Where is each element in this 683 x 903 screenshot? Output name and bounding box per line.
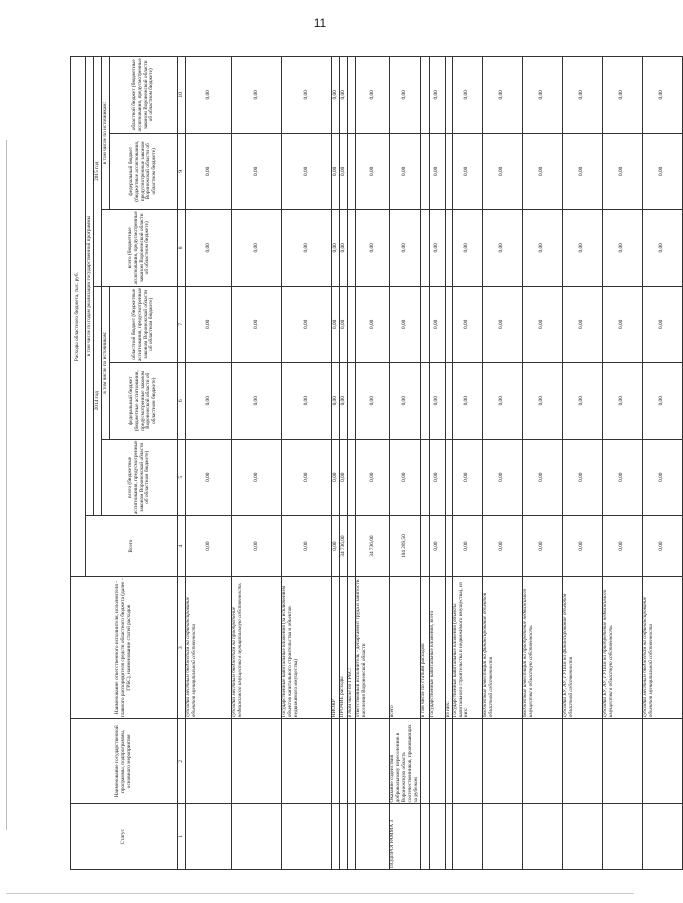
header-2015-all-funds: всего (бюджетные ассигнования, предусмотренные законом Воронежской области об областном бюджете) [102,210,178,286]
amount-cell: 0,00 [186,210,232,286]
amount-cell [420,133,429,209]
amount-cell: 0,00 [482,516,522,577]
amount-cell: 0,00 [602,439,642,515]
amount-cell: 0,00 [429,363,445,439]
amount-cell: 0,00 [282,133,332,209]
amount-cell: 0,00 [429,516,445,577]
amount-cell: 0,00 [482,210,522,286]
amount-cell [348,286,356,362]
amount-cell [445,210,452,286]
amount-cell: 0,00 [429,210,445,286]
amount-cell: 0,00 [452,57,482,134]
item-cell: в том числе по ГРБС: [348,577,356,719]
amount-cell: 0,00 [282,210,332,286]
amount-cell: 0,00 [186,286,232,362]
budget-table [70,56,683,870]
amount-cell: 0,00 [340,439,348,515]
amount-cell [420,57,429,134]
amount-cell: 34 736,00 [340,516,348,577]
amount-cell: 0,00 [452,133,482,209]
program-cell [232,719,282,804]
header-year-2015: 2015 год [94,57,102,287]
amount-cell: 0,00 [482,363,522,439]
amount-cell: 0,00 [562,286,602,362]
amount-cell: 0,00 [452,439,482,515]
amount-cell: 0,00 [340,57,348,134]
amount-cell: 0,00 [562,516,602,577]
amount-cell: 0,00 [356,439,390,515]
amount-cell: 0,00 [642,210,682,286]
amount-cell: 0,00 [522,439,562,515]
amount-cell: 0,00 [602,210,642,286]
amount-cell: 0,00 [452,286,482,362]
table-row [420,57,429,870]
amount-cell: 0,00 [332,516,340,577]
program-cell [482,719,522,804]
amount-cell: 0,00 [602,57,642,134]
amount-cell: 0,00 [642,363,682,439]
amount-cell [420,286,429,362]
status-cell: ПОДПРОГРАММА 3 [390,804,421,870]
item-cell: субсидии БУ, АУ, ГУПам на приобретение недвижимого имущества в областную собственность [602,577,642,719]
amount-cell: 0,00 [186,363,232,439]
program-cell [420,719,429,804]
amount-cell: 0,00 [562,57,602,134]
table-row [429,57,445,870]
amount-cell: 0,00 [282,57,332,134]
status-cell [429,804,445,870]
item-cell: ответственный исполнитель - департамент труда и занятости населения Воронежской области [356,577,390,719]
amount-cell: 0,00 [232,439,282,515]
program-cell [332,719,340,804]
column-number: 6 [178,363,186,439]
amount-cell: 0,00 [390,439,421,515]
column-number: 10 [178,57,186,134]
table-row [452,57,482,870]
header-2014-all-funds: всего (бюджетные ассигнования, предусмотренные законом Воронежской области об областном бюджете) [102,439,178,515]
amount-cell: 0,00 [482,57,522,134]
amount-cell [348,133,356,209]
rotated-budget-table [70,56,665,870]
program-cell [282,719,332,804]
amount-cell: 0,00 [332,286,340,362]
item-cell: субсидии местным бюджетам на приобретение недвижимого имущества в муниципальную собственность [232,577,282,719]
table-row [642,57,682,870]
amount-cell: 0,00 [356,286,390,362]
column-number: 2 [178,719,186,804]
program-cell [642,719,682,804]
amount-cell: 0,00 [282,516,332,577]
status-cell [348,804,356,870]
status-cell [522,804,562,870]
column-number: 1 [178,804,186,870]
column-number: 8 [178,210,186,286]
amount-cell [420,439,429,515]
status-cell [445,804,452,870]
amount-cell: 0,00 [642,133,682,209]
amount-cell: 0,00 [390,286,421,362]
header-2014-by-sources: в том числе по источникам: [102,286,110,439]
amount-cell: 0,00 [332,439,340,515]
item-cell: ПРОЧИЕ расходы [340,577,348,719]
table-row [340,57,348,870]
column-number: 5 [178,439,186,515]
status-cell [420,804,429,870]
amount-cell: 0,00 [642,439,682,515]
item-cell: в том числе по статьям расходов: [420,577,429,719]
amount-cell: 0,00 [356,57,390,134]
table-row [562,57,602,870]
item-cell: из них: [445,577,452,719]
status-cell [642,804,682,870]
amount-cell: 0,00 [452,516,482,577]
status-cell [332,804,340,870]
item-cell: бюджетные инвестиции на приобретение недвижимого имущества в областную собственность [522,577,562,719]
amount-cell: 0,00 [522,133,562,209]
amount-cell: 0,00 [232,516,282,577]
table-row [445,57,452,870]
program-cell [522,719,562,804]
scan-bottom-edge [6,893,634,894]
item-cell: субсидии местным бюджетам на софинансирование объектов муниципальной собственности [186,577,232,719]
header-status: Статус [71,804,178,870]
amount-cell: 0,00 [482,286,522,362]
column-number: 7 [178,286,186,362]
amount-cell [445,363,452,439]
header-2014-federal: федеральный бюджет (бюджетные ассигнования, предусмотренные законом Воронежской области об областном бюджете) [110,363,178,439]
program-cell [340,719,348,804]
amount-cell: 0,00 [429,286,445,362]
amount-cell: 0,00 [232,286,282,362]
amount-cell: 34 736,00 [356,516,390,577]
amount-cell [420,210,429,286]
header-by-years: в том числе по годам реализации государственной программы [86,57,94,516]
amount-cell: 0,00 [522,210,562,286]
status-cell [356,804,390,870]
amount-cell: 0,00 [642,516,682,577]
amount-cell: 0,00 [642,57,682,134]
amount-cell: 0,00 [602,363,642,439]
amount-cell: 0,00 [390,133,421,209]
column-number: 9 [178,133,186,209]
amount-cell [348,210,356,286]
amount-cell: 0,00 [356,133,390,209]
table-row [232,57,282,870]
amount-cell: 0,00 [482,439,522,515]
amount-cell: 0,00 [452,210,482,286]
amount-cell: 0,00 [562,363,602,439]
header-executor: Наименование ответственного исполнителя, исполнителя - главного распорядителя средств областного бюджета (далее - ГРБС), наименование статей расходов [71,577,178,719]
program-cell [445,719,452,804]
amount-cell: 0,00 [282,286,332,362]
status-cell [482,804,522,870]
amount-cell [445,133,452,209]
header-2015-by-sources: в том числе по источникам: [102,57,110,210]
amount-cell: 0,00 [452,363,482,439]
amount-cell: 104 289,50 [390,516,421,577]
header-2015-federal: федеральный бюджет (бюджетные ассигнования, предусмотренные законом Воронежской области об областном бюджете) [110,133,178,209]
amount-cell [420,363,429,439]
header-2015-regional: областной бюджет (бюджетные ассигнования, предусмотренные законом Воронежской области об областном бюджете) [110,57,178,134]
column-number: 3 [178,577,186,719]
table-row [356,57,390,870]
item-cell: субсидии БУ, АУ, ГУПам на финансирование объектов областной собственности [562,577,602,719]
amount-cell: 0,00 [429,57,445,134]
page-number: 11 [313,16,327,30]
header-total: Всего [86,516,178,577]
amount-cell: 0,00 [602,133,642,209]
item-cell: субсидии местным бюджетам на софинансирование объектов муниципальной собственности [642,577,682,719]
amount-cell: 0,00 [562,133,602,209]
table-row [332,57,340,870]
amount-cell: 0,00 [186,439,232,515]
amount-cell: 0,00 [356,210,390,286]
status-cell [452,804,482,870]
status-cell [602,804,642,870]
program-cell [348,719,356,804]
program-cell [452,719,482,804]
amount-cell: 0,00 [602,286,642,362]
column-number: 4 [178,516,186,577]
header-year-2014: 2014 год [94,286,102,515]
amount-cell: 0,00 [390,57,421,134]
program-cell [562,719,602,804]
status-cell [232,804,282,870]
amount-cell: 0,00 [186,57,232,134]
amount-cell [445,286,452,362]
amount-cell: 0,00 [562,439,602,515]
program-cell [186,719,232,804]
amount-cell: 0,00 [390,210,421,286]
status-cell [186,804,232,870]
item-cell: Государственные капитальные вложения (за исключением объектов капитального строительства и объектов недвижимого имущества) [282,577,332,719]
status-cell [340,804,348,870]
item-cell: всего [390,577,421,719]
amount-cell: 0,00 [602,516,642,577]
amount-cell: 0,00 [186,516,232,577]
amount-cell: 0,00 [522,286,562,362]
amount-cell: 0,00 [232,133,282,209]
table-row [186,57,232,870]
table-row [602,57,642,870]
scan-left-edge [6,140,7,830]
header-2014-regional: областной бюджет (бюджетные ассигнования, предусмотренные законом Воронежской области об областном бюджете) [110,286,178,362]
table-row [482,57,522,870]
amount-cell: 0,00 [340,133,348,209]
table-row [348,57,356,870]
status-cell [282,804,332,870]
amount-cell: 0,00 [522,516,562,577]
table-row [522,57,562,870]
table-row [282,57,332,870]
amount-cell: 0,00 [482,133,522,209]
amount-cell: 0,00 [332,210,340,286]
amount-cell: 0,00 [340,286,348,362]
amount-cell: 0,00 [282,439,332,515]
amount-cell [348,439,356,515]
amount-cell: 0,00 [356,363,390,439]
amount-cell: 0,00 [562,210,602,286]
amount-cell: 0,00 [522,363,562,439]
amount-cell [348,363,356,439]
amount-cell [445,439,452,515]
amount-cell: 0,00 [340,363,348,439]
amount-cell: 0,00 [340,210,348,286]
amount-cell: 0,00 [232,210,282,286]
amount-cell [445,516,452,577]
column-numbers-row [178,57,186,870]
amount-cell: 0,00 [522,57,562,134]
amount-cell: 0,00 [282,363,332,439]
amount-cell: 0,00 [186,133,232,209]
item-cell: бюджетные инвестиции на финансирование объектов областной собственности [482,577,522,719]
amount-cell: 0,00 [642,286,682,362]
status-cell [562,804,602,870]
header-expenses: Расходы областного бюджета, тыс. руб. [71,57,86,577]
amount-cell [348,57,356,134]
program-cell [602,719,642,804]
amount-cell: 0,00 [332,133,340,209]
amount-cell: 0,00 [429,439,445,515]
amount-cell: 0,00 [332,57,340,134]
header-program-name: Наименование государственной программы, подпрограммы, основного мероприятия [71,719,178,804]
amount-cell: 0,00 [390,363,421,439]
amount-cell: 0,00 [232,363,282,439]
amount-cell [420,516,429,577]
item-cell: НИОКР [332,577,340,719]
amount-cell [445,57,452,134]
amount-cell: 0,00 [332,363,340,439]
program-cell [356,719,390,804]
program-cell: Оказание содействия добровольному переселению в Воронежскую область соотечественников, проживающих за рубежом [390,719,421,804]
amount-cell [348,516,356,577]
amount-cell: 0,00 [429,133,445,209]
table-row [390,57,421,870]
program-cell [429,719,445,804]
amount-cell: 0,00 [232,57,282,134]
item-cell: Государственные капитальные вложения (объекты капитального строительства и недвижимого имущества), из них: [452,577,482,719]
item-cell: Государственные капитальные вложения, всего [429,577,445,719]
